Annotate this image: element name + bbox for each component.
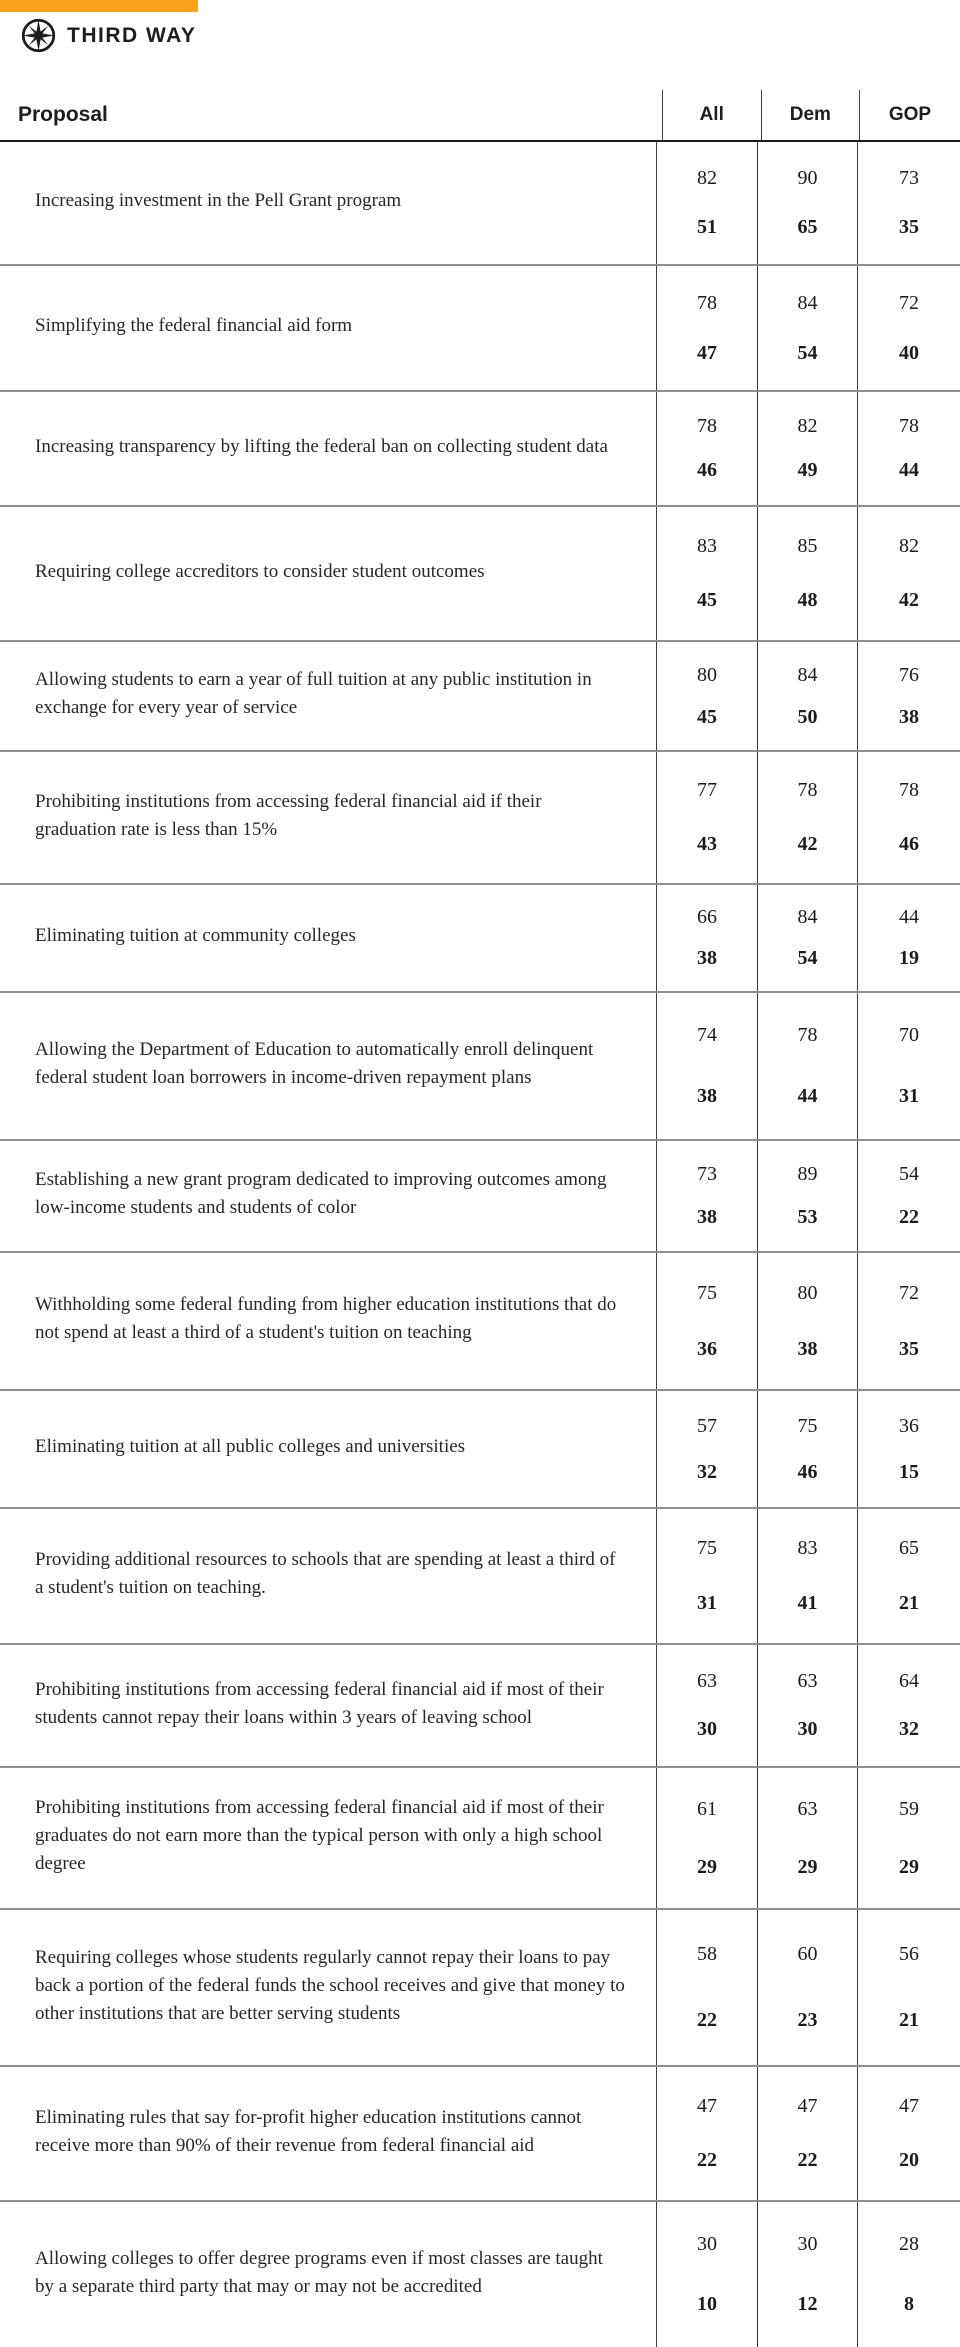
strong-support-value: 42 [899,589,919,612]
all-cell [656,266,757,390]
all-cell [656,2067,757,2200]
gop-cell [857,1910,960,2065]
support-value: 74 [697,1024,717,1046]
support-value: 30 [797,2232,818,2255]
all-cell [656,1141,757,1251]
support-value: 47 [797,2094,818,2117]
support-value: 84 [797,663,818,686]
strong-support-value: 19 [899,947,919,969]
support-value: 75 [797,1414,818,1437]
table-row [0,1253,960,1391]
gop-cell [857,1768,960,1908]
proposal-cell [0,142,656,264]
strong-support-value: 29 [697,1855,717,1878]
strong-support-value: 23 [797,2008,818,2031]
strong-support-value: 46 [899,832,919,855]
proposal-cell [0,507,656,640]
support-value: 89 [797,1163,818,1185]
proposal-cell [0,2067,656,2200]
strong-support-value: 43 [697,832,717,855]
strong-support-value: 36 [697,1337,717,1360]
dem-cell [757,142,857,264]
strong-support-value: 10 [697,2293,717,2316]
strong-support-value: 22 [697,2008,717,2031]
proposal-text: Increasing transparency by lifting the federal ban on collecting student data [35,435,608,457]
dem-cell [757,1253,857,1389]
table-row [0,642,960,752]
gop-cell [857,266,960,390]
support-value: 78 [697,414,717,437]
gop-cell [857,1253,960,1389]
poll-results-table [0,90,960,2347]
strong-support-value: 22 [797,2149,818,2172]
support-value: 84 [797,291,818,314]
dem-cell [757,1768,857,1908]
support-value: 90 [797,167,818,189]
strong-support-value: 47 [697,341,717,364]
strong-support-value: 38 [697,1206,717,1228]
gop-cell [857,142,960,264]
support-value: 54 [899,1163,919,1185]
support-value: 61 [697,1797,717,1820]
support-value: 58 [697,1943,717,1966]
table-row [0,1391,960,1509]
proposal-text: Requiring colleges whose students regularly cannot repay their loans to pay back a portion of the federal funds the school receives and give that money to other institutions that are better serving students [35,1946,625,2024]
strong-support-value: 44 [797,1085,818,1107]
proposal-cell [0,266,656,390]
strong-support-value: 32 [899,1718,919,1741]
column-header-gop: GOP [859,90,960,140]
proposal-text: Eliminating rules that say for-profit higher education institutions cannot receive more than 90% of their revenue from federal financial aid [35,2106,582,2156]
proposal-cell [0,1141,656,1251]
support-value: 47 [899,2094,919,2117]
strong-support-value: 20 [899,2149,919,2172]
table-row [0,2202,960,2347]
strong-support-value: 38 [899,705,919,728]
strong-support-value: 29 [899,1855,919,1878]
gop-cell [857,752,960,883]
table-row [0,392,960,507]
support-value: 84 [797,906,818,928]
strong-support-value: 12 [797,2293,818,2316]
proposal-cell [0,1768,656,1908]
dem-cell [757,1141,857,1251]
proposal-cell [0,1509,656,1643]
table-row [0,1910,960,2067]
proposal-cell [0,993,656,1139]
support-value: 82 [697,167,717,189]
proposal-text: Eliminating tuition at all public colleges and universities [35,1436,466,1457]
table-row [0,2067,960,2202]
strong-support-value: 38 [697,947,717,969]
all-cell [656,392,757,505]
support-value: 77 [697,779,717,802]
strong-support-value: 48 [797,589,818,612]
all-cell [656,142,757,264]
strong-support-value: 42 [797,832,818,855]
strong-support-value: 35 [899,1337,919,1360]
support-value: 47 [697,2094,717,2117]
strong-support-value: 41 [797,1592,818,1614]
support-value: 85 [797,534,818,557]
strong-support-value: 32 [697,1460,717,1483]
table-row [0,266,960,392]
column-header-all: All [662,90,761,140]
strong-support-value: 30 [797,1718,818,1741]
table-row [0,507,960,642]
strong-support-value: 31 [697,1592,717,1614]
table-row [0,1768,960,1910]
support-value: 78 [697,291,717,314]
dem-cell [757,885,857,991]
gop-cell [857,2202,960,2347]
proposal-text: Providing additional resources to schools that are spending at least a third of a student's tuition on teaching. [35,1549,616,1598]
gop-cell [857,1391,960,1507]
strong-support-value: 29 [797,1855,818,1878]
support-value: 78 [899,779,919,802]
support-value: 72 [899,1281,919,1304]
gop-cell [857,642,960,750]
strong-support-value: 51 [697,216,717,238]
support-value: 78 [797,1024,818,1046]
support-value: 70 [899,1024,919,1046]
column-header-proposal: Proposal [18,103,108,126]
strong-support-value: 8 [904,2293,914,2316]
strong-support-value: 40 [899,341,919,364]
proposal-text: Requiring college accreditors to consider student outcomes [35,560,485,582]
proposal-text: Increasing investment in the Pell Grant program [35,190,402,211]
strong-support-value: 44 [899,459,919,482]
support-value: 28 [899,2232,919,2255]
support-value: 82 [899,534,919,557]
proposal-cell [0,642,656,750]
support-value: 57 [697,1414,717,1437]
table-row [0,885,960,993]
strong-support-value: 45 [697,705,717,728]
support-value: 78 [899,414,919,437]
strong-support-value: 15 [899,1460,919,1483]
compass-star-icon [20,17,57,54]
support-value: 64 [899,1669,919,1692]
support-value: 30 [697,2232,717,2255]
strong-support-value: 54 [797,947,818,969]
support-value: 73 [697,1163,717,1185]
proposal-text: Eliminating tuition at community colleges [35,925,356,946]
support-value: 36 [899,1414,919,1437]
strong-support-value: 46 [797,1460,818,1483]
support-value: 80 [697,663,717,686]
support-value: 83 [797,1537,818,1559]
table-row [0,1509,960,1645]
support-value: 75 [697,1281,717,1304]
table-row [0,1141,960,1253]
proposal-text: Prohibiting institutions from accessing federal financial aid if most of their students cannot repay their loans within 3 years of leaving school [35,1678,604,1728]
support-value: 83 [697,534,717,557]
proposal-cell [0,1253,656,1389]
all-cell [656,1509,757,1643]
proposal-text: Establishing a new grant program dedicated to improving outcomes among low-income students and students of color [35,1169,607,1218]
strong-support-value: 35 [899,216,919,238]
strong-support-value: 22 [899,1206,919,1228]
support-value: 72 [899,291,919,314]
gop-cell [857,507,960,640]
support-value: 80 [797,1281,818,1304]
proposal-text: Simplifying the federal financial aid form [35,315,353,336]
support-value: 56 [899,1943,919,1966]
support-value: 82 [797,414,818,437]
proposal-cell [0,1910,656,2065]
strong-support-value: 45 [697,589,717,612]
support-value: 73 [899,167,919,189]
table-row [0,142,960,266]
dem-cell [757,1391,857,1507]
support-value: 65 [899,1537,919,1559]
strong-support-value: 46 [697,459,717,482]
all-cell [656,752,757,883]
strong-support-value: 50 [797,705,818,728]
proposal-text: Allowing students to earn a year of full tuition at any public institution in exchange for every year of service [35,669,592,718]
table-row [0,752,960,885]
brand-name: THIRD WAY [67,23,197,47]
support-value: 78 [797,779,818,802]
support-value: 59 [899,1797,919,1820]
support-value: 76 [899,663,919,686]
all-cell [656,642,757,750]
gop-cell [857,1509,960,1643]
gop-cell [857,885,960,991]
dem-cell [757,642,857,750]
strong-support-value: 30 [697,1718,717,1741]
column-header-dem: Dem [761,90,859,140]
proposal-text: Prohibiting institutions from accessing federal financial aid if their graduation rate is less than 15% [35,790,542,840]
strong-support-value: 53 [797,1206,818,1228]
table-row [0,993,960,1141]
all-cell [656,1768,757,1908]
strong-support-value: 49 [797,459,818,482]
strong-support-value: 54 [797,341,818,364]
dem-cell [757,266,857,390]
strong-support-value: 21 [899,1592,919,1614]
strong-support-value: 38 [697,1085,717,1107]
gop-cell [857,2067,960,2200]
proposal-cell [0,1391,656,1507]
gop-cell [857,392,960,505]
dem-cell [757,1645,857,1766]
dem-cell [757,392,857,505]
proposal-cell [0,752,656,883]
proposal-cell [0,885,656,991]
dem-cell [757,507,857,640]
support-value: 63 [797,1669,818,1692]
all-cell [656,1645,757,1766]
dem-cell [757,752,857,883]
support-value: 60 [797,1943,818,1966]
all-cell [656,2202,757,2347]
dem-cell [757,993,857,1139]
all-cell [656,1253,757,1389]
thirdway-logo [20,17,196,54]
support-value: 75 [697,1537,717,1559]
proposal-cell [0,2202,656,2347]
dem-cell [757,2202,857,2347]
proposal-text: Allowing colleges to offer degree programs even if most classes are taught by a separate third party that may or may not be accredited [35,2247,603,2297]
strong-support-value: 22 [697,2149,717,2172]
proposal-cell [0,1645,656,1766]
dem-cell [757,2067,857,2200]
table-header-row [0,90,960,142]
all-cell [656,885,757,991]
strong-support-value: 38 [797,1337,818,1360]
all-cell [656,1391,757,1507]
support-value: 63 [797,1797,818,1820]
strong-support-value: 31 [899,1085,919,1107]
support-value: 66 [697,906,717,928]
proposal-text: Withholding some federal funding from higher education institutions that do not spend at least a third of a student's tuition on teaching [35,1294,617,1343]
dem-cell [757,1509,857,1643]
support-value: 44 [899,906,919,928]
proposal-text: Prohibiting institutions from accessing federal financial aid if most of their graduates do not earn more than the typical person with only a high school degree [35,1797,604,1874]
gop-cell [857,1141,960,1251]
proposal-cell [0,392,656,505]
table-row [0,1645,960,1768]
strong-support-value: 21 [899,2008,919,2031]
accent-bar [0,0,198,12]
dem-cell [757,1910,857,2065]
support-value: 63 [697,1669,717,1692]
all-cell [656,507,757,640]
gop-cell [857,1645,960,1766]
strong-support-value: 65 [797,216,818,238]
all-cell [656,993,757,1139]
gop-cell [857,993,960,1139]
proposal-text: Allowing the Department of Education to automatically enroll delinquent federal student loan borrowers in income-driven repayment plans [35,1039,594,1088]
all-cell [656,1910,757,2065]
